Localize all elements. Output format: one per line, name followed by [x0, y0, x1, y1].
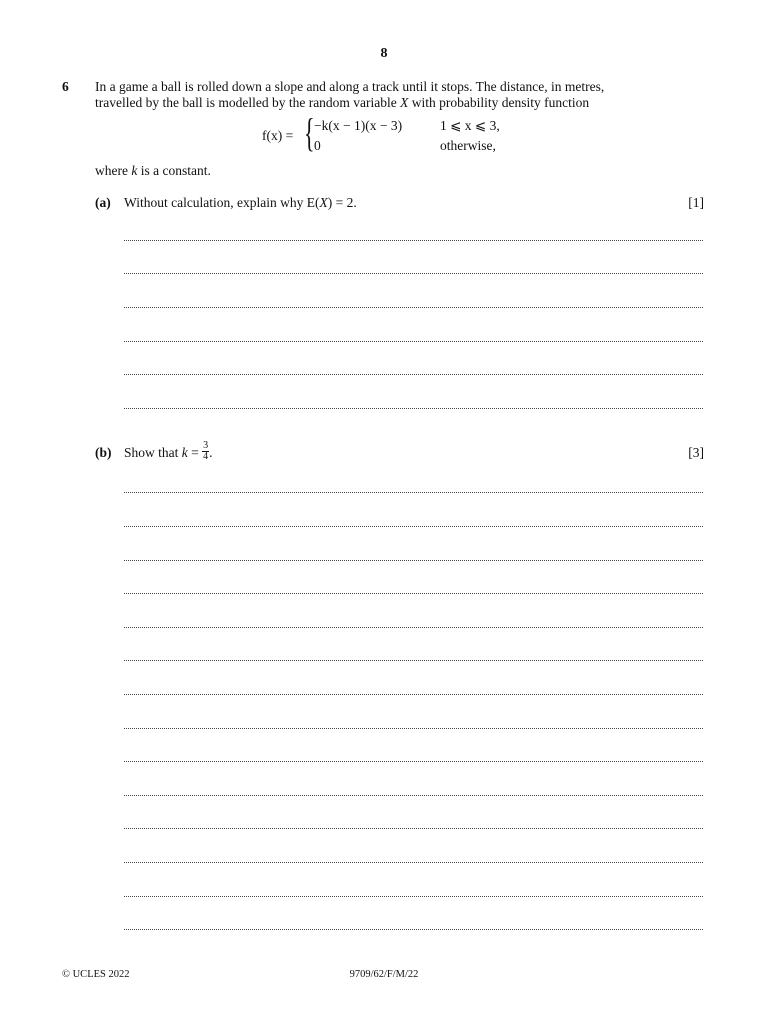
question-number: 6 — [62, 79, 69, 94]
answer-line[interactable] — [124, 896, 703, 897]
variable-x: X — [319, 195, 328, 210]
answer-line[interactable] — [124, 761, 703, 762]
answer-line[interactable] — [124, 374, 703, 375]
answer-line[interactable] — [124, 341, 703, 342]
answer-line[interactable] — [124, 408, 703, 409]
variable-k: k — [181, 445, 188, 460]
part-a-marks: [1] — [688, 195, 704, 210]
page-number: 8 — [380, 46, 388, 61]
part-b-question — [124, 440, 213, 463]
part-b-text: . — [209, 445, 213, 460]
answer-line[interactable] — [124, 560, 703, 561]
stem-text: travelled by the ball is modelled by the random variable — [95, 95, 401, 110]
question-stem — [95, 79, 705, 111]
answer-line[interactable] — [124, 492, 703, 493]
where-text: where — [95, 163, 132, 178]
part-b-text: Show that — [124, 445, 182, 460]
part-a-text: Without calculation, explain why E( — [124, 195, 320, 210]
answer-line[interactable] — [124, 929, 703, 930]
part-a-label: (a) — [95, 195, 111, 210]
stem-text: with probability density function — [408, 95, 590, 110]
answer-line[interactable] — [124, 862, 703, 863]
paper-code: 9709/62/F/M/22 — [349, 969, 419, 980]
answer-line[interactable] — [124, 240, 703, 241]
part-a-text: ) = 2. — [327, 195, 357, 210]
copyright-notice: © UCLES 2022 — [62, 969, 130, 980]
variable-x: X — [400, 95, 409, 110]
where-statement — [95, 163, 211, 179]
left-brace-icon: { — [304, 110, 315, 155]
where-text: is a constant. — [137, 163, 211, 178]
answer-line[interactable] — [124, 728, 703, 729]
answer-line[interactable] — [124, 593, 703, 594]
part-a-question — [124, 195, 357, 211]
answer-line[interactable] — [124, 660, 703, 661]
part-b-marks: [3] — [688, 445, 704, 460]
part-b-text: = — [187, 445, 203, 460]
answer-line[interactable] — [124, 307, 703, 308]
answer-line[interactable] — [124, 828, 703, 829]
case-2-condition: otherwise, — [440, 138, 496, 153]
answer-line[interactable] — [124, 795, 703, 796]
fraction-numerator: 3 — [203, 440, 209, 452]
fraction-denominator: 4 — [203, 451, 209, 463]
part-b-label: (b) — [95, 445, 112, 460]
answer-line[interactable] — [124, 694, 703, 695]
case-1-condition: 1 ⩽ x ⩽ 3, — [440, 118, 500, 133]
case-1-expression: −k(x − 1)(x − 3) — [314, 118, 403, 133]
stem-line-2 — [95, 95, 705, 111]
stem-line-1: In a game a ball is rolled down a slope and along a track until it stops. The distance, in metres, — [95, 79, 605, 94]
case-2-expression: 0 — [314, 138, 321, 153]
variable-k: k — [131, 163, 138, 178]
answer-line[interactable] — [124, 627, 703, 628]
answer-line[interactable] — [124, 273, 703, 274]
answer-line[interactable] — [124, 526, 703, 527]
formula-lhs: f(x) = — [262, 128, 294, 143]
